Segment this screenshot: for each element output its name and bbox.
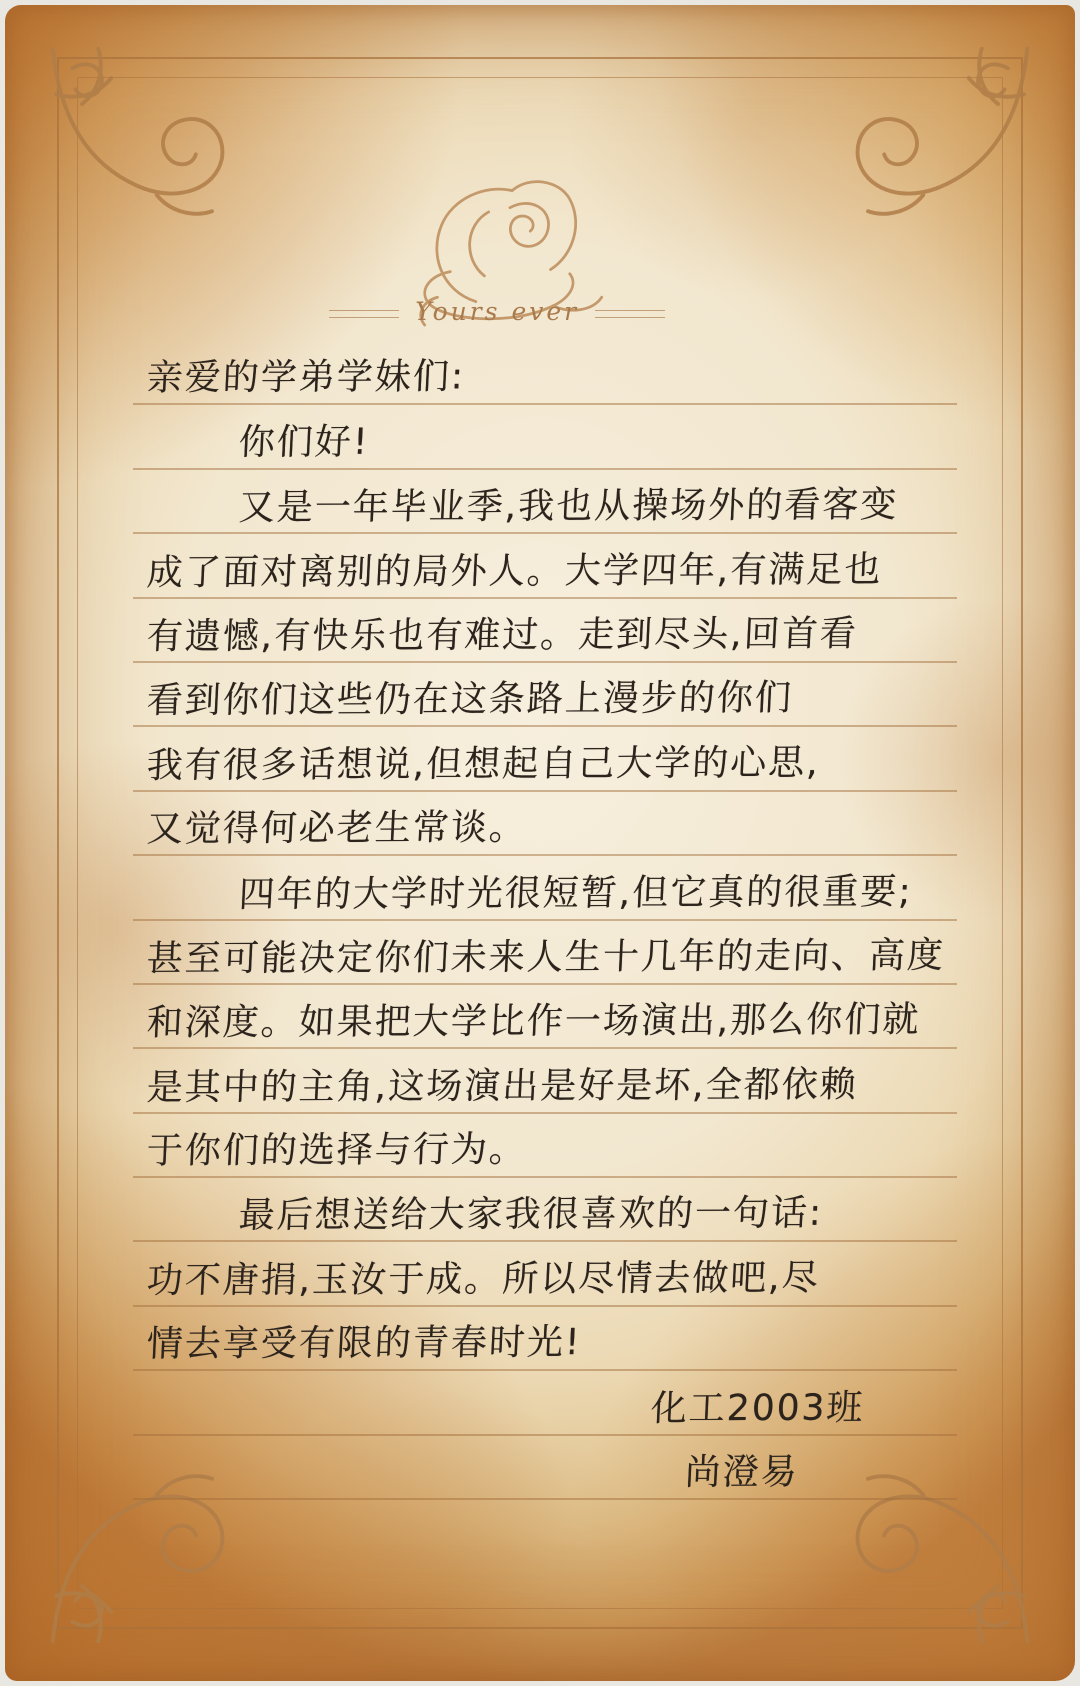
letter-line: 你们好! [133,405,957,469]
motto-dash-right [595,310,665,318]
letter-line: 甚至可能决定你们未来人生十几年的走向、高度 [133,921,957,985]
letter-line: 又是一年毕业季,我也从操场外的看客变 [133,470,957,534]
letter-line: 有遗憾,有快乐也有难过。走到尽头,回首看 [133,599,957,663]
letter-body [133,341,957,1500]
letter-line: 于你们的选择与行为。 [133,1114,957,1178]
letter-line: 是其中的主角,这场演出是好是坏,全都依赖 [133,1049,957,1113]
letter-line: 四年的大学时光很短暂,但它真的很重要; [133,856,957,920]
letter-line: 和深度。如果把大学比作一场演出,那么你们就 [133,985,957,1049]
letter-line: 最后想送给大家我很喜欢的一句话: [133,1178,957,1242]
motto-yours-ever [5,297,989,326]
letter-line: 又觉得何必老生常谈。 [133,792,957,856]
motto-text: Yours ever [415,297,580,326]
signature-unit-line: 化工2003班 [133,1371,957,1435]
letter-line: 成了面对离别的局外人。大学四年,有满足也 [133,534,957,598]
aged-paper [5,5,1075,1681]
letter-line: 看到你们这些仍在这条路上漫步的你们 [133,663,957,727]
corner-flourish-top-left-icon [43,39,238,234]
letter-line: 功不唐捐,玉汝于成。所以尽情去做吧,尽 [133,1242,957,1306]
signature-name-line: 尚澄易 [133,1436,957,1500]
greeting-line: 亲爱的学弟学妹们: [133,341,957,405]
motto-dash-left [329,310,399,318]
corner-flourish-top-right-icon [842,39,1037,234]
letter-line: 情去享受有限的青春时光! [133,1307,957,1371]
letter-line: 我有很多话想说,但想起自己大学的心思, [133,727,957,791]
